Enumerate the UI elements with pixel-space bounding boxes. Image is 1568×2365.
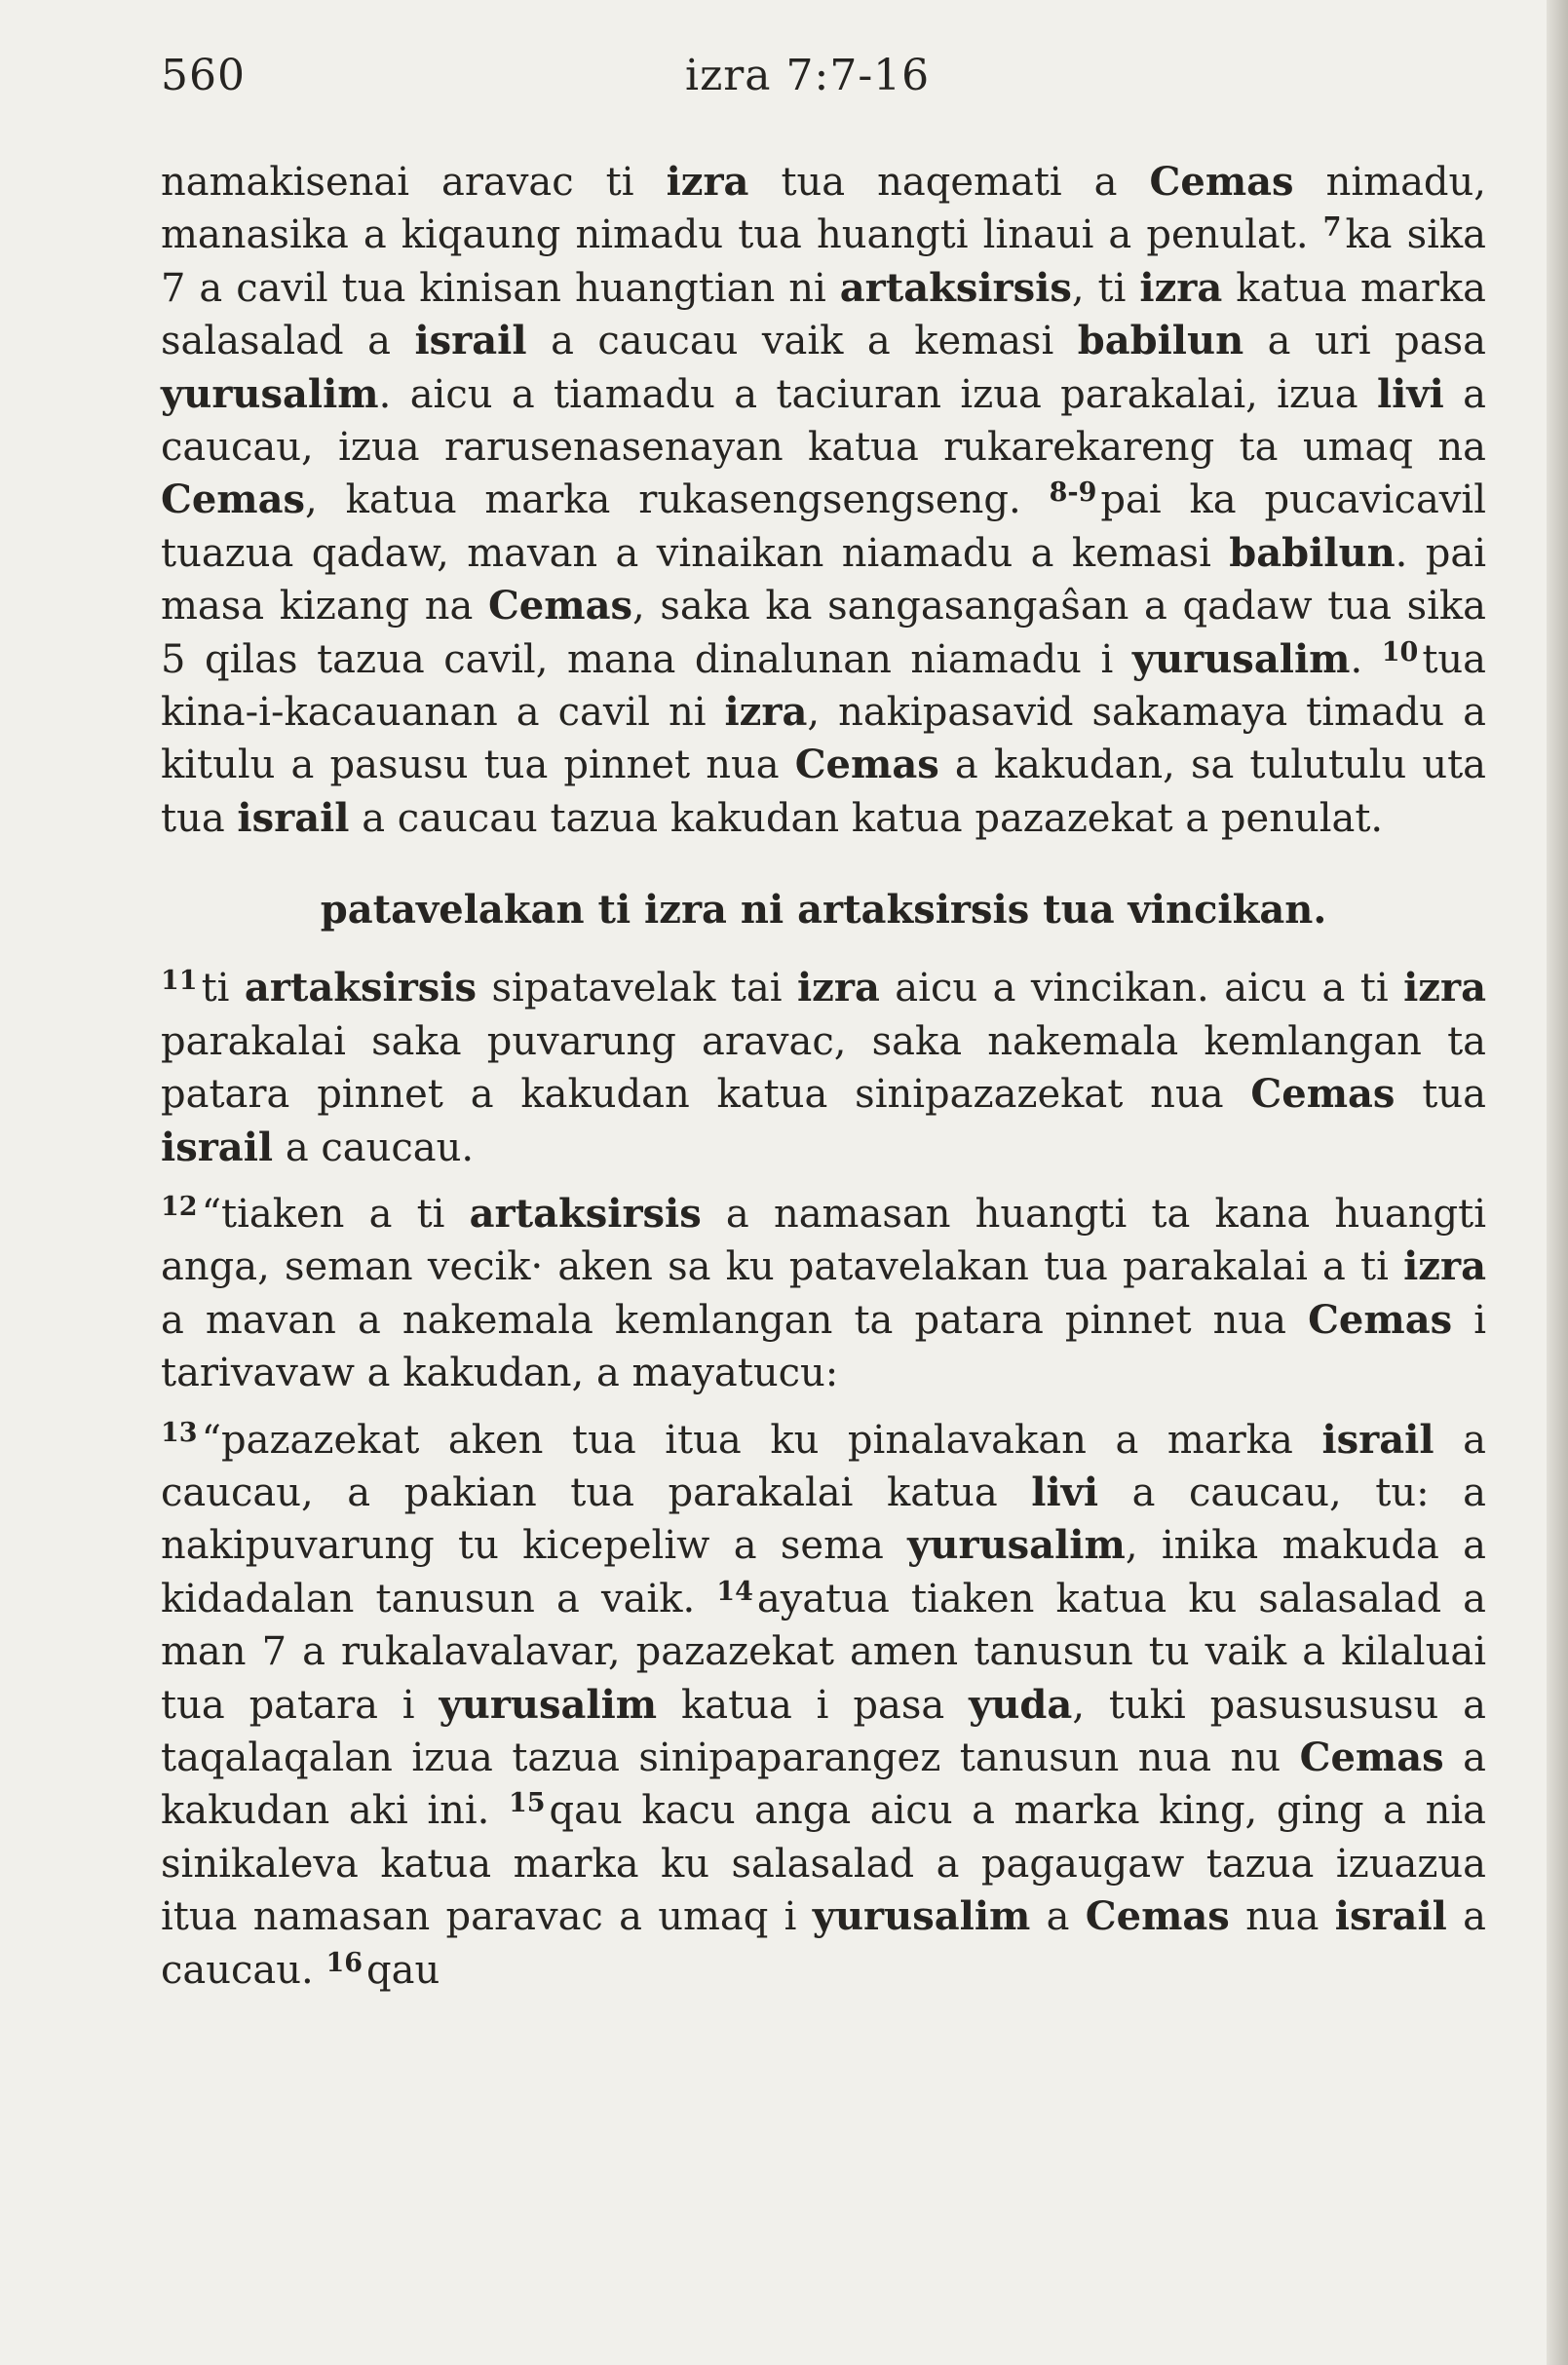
text-run: , inika makuda a kidadalan tanusun a vaik. xyxy=(161,1523,1486,1621)
bold-term: artaksirsis xyxy=(244,965,478,1011)
bold-term: izra xyxy=(796,965,880,1011)
text-run: i tarivavaw a kakudan, a mayatucu: xyxy=(161,1297,1486,1396)
bold-term: Cemas xyxy=(1085,1893,1230,1940)
bold-term: izra xyxy=(1403,965,1487,1011)
text-run: a kakudan, sa tulutulu uta tua xyxy=(161,743,1487,841)
verse-number: 14 xyxy=(716,1576,753,1607)
text-run: . xyxy=(1350,636,1382,682)
bold-term: Cemas xyxy=(1149,159,1294,205)
bold-term: babilun xyxy=(1077,318,1244,364)
text-run: aicu a vincikan. aicu a ti xyxy=(879,966,1404,1011)
verse-number: 11 xyxy=(161,966,198,997)
text-run: . aicu a tiamadu a taciuran izua parakalai, izua xyxy=(378,371,1377,417)
text-run: . pai masa kizang na xyxy=(161,530,1486,629)
text-run: “tiaken a ti xyxy=(201,1191,470,1237)
text-run: a caucau. xyxy=(161,1894,1487,1993)
bold-term: israil xyxy=(161,1124,274,1170)
bold-term: israil xyxy=(414,318,527,364)
text-run: “pazazekat aken tua itua ku pinalavakan a marka xyxy=(201,1417,1322,1463)
bold-term: israil xyxy=(1334,1893,1447,1940)
bold-term: yurusalim xyxy=(812,1893,1031,1940)
bold-term: babilun xyxy=(1229,529,1396,576)
page-edge xyxy=(1547,0,1568,2365)
verse-number: 10 xyxy=(1381,636,1419,668)
text-run: katua i pasa xyxy=(657,1682,970,1728)
text-run: qau kacu anga aicu a marka king, ging a nia sinikaleva katua marka ku salasalad a pagaugaw tazua izuazua itua namasan paravac a umaq i xyxy=(161,1788,1486,1940)
bold-term: israil xyxy=(237,794,350,841)
text-run: tua xyxy=(1395,1072,1486,1118)
bold-term: livi xyxy=(1031,1469,1099,1515)
bold-term: Cemas xyxy=(1250,1071,1396,1118)
paragraph xyxy=(161,1188,1486,1400)
text-run: , ti xyxy=(1071,265,1140,311)
bold-term: artaksirsis xyxy=(839,264,1072,311)
verse-number: 16 xyxy=(325,1947,363,1978)
bold-term: izra xyxy=(1139,264,1223,311)
bold-term: Cemas xyxy=(487,583,632,629)
bold-term: yurusalim xyxy=(1131,635,1351,682)
text-run: , nakipasavid sakamaya timadu a kitulu a pasusu tua pinnet nua xyxy=(161,690,1486,788)
text-run: ka sika 7 a cavil tua kinisan huangtian ni xyxy=(161,212,1486,311)
text-run: a mavan a nakemala kemlangan ta patara pinnet nua xyxy=(161,1297,1309,1343)
text-run: nua xyxy=(1229,1894,1335,1940)
text-run: a caucau. xyxy=(273,1125,475,1170)
text-run: ayatua tiaken katua ku salasalad a man 7 a rukalavalavar, pazazekat amen tanusun tu vaik a kilaluai tua patara i xyxy=(161,1576,1487,1728)
bold-term: israil xyxy=(1321,1416,1434,1463)
bold-term: Cemas xyxy=(161,477,306,523)
text-run: a xyxy=(1030,1894,1086,1940)
bold-term: artaksirsis xyxy=(469,1190,702,1237)
verse-number: 13 xyxy=(161,1417,198,1448)
text-run: a caucau, a pakian tua parakalai katua xyxy=(161,1417,1486,1515)
text-run: pai ka pucavicavil tuazua qadaw, mavan a vinaikan niamadu a kemasi xyxy=(161,477,1486,576)
text-run: namakisenai aravac ti xyxy=(161,160,667,205)
paragraph xyxy=(161,156,1486,845)
section-heading: patavelakan ti izra ni artaksirsis tua vincikan. xyxy=(320,887,1327,934)
paragraph xyxy=(161,1414,1486,1997)
text-run: a caucau vaik a kemasi xyxy=(526,319,1078,364)
text-run: a caucau, izua rarusenasenayan katua rukarekareng ta umaq na xyxy=(161,371,1486,471)
bold-term: yurusalim xyxy=(161,370,379,417)
verse-number: 15 xyxy=(508,1788,546,1819)
text-run: ti xyxy=(201,966,245,1011)
text-run: , tuki pasusususu a taqalaqalan izua tazua sinipaparangez tanusun nua nu xyxy=(161,1682,1487,1780)
bold-term: livi xyxy=(1376,370,1444,417)
text-run: , katua marka rukasengsengseng. xyxy=(305,477,1050,523)
text-run: a namasan huangti ta kana huangti anga, seman vecik· aken sa ku patavelakan tua parakalai a ti xyxy=(161,1191,1486,1290)
text-run: parakalai saka puvarung aravac, saka nakemala kemlangan ta patara pinnet a kakudan katua sinipazazekat nua xyxy=(161,1018,1486,1118)
bold-term: izra xyxy=(666,159,749,205)
page-header xyxy=(161,39,1486,107)
page-body xyxy=(161,156,1486,1997)
bold-term: yuda xyxy=(969,1681,1073,1728)
text-run: , saka ka sangasangaŝan a qadaw tua sika 5 qilas tazua cavil, mana dinalunan niamadu i xyxy=(161,584,1486,682)
text-run: a caucau, tu: a nakipuvarung tu kicepeliw a sema xyxy=(161,1469,1486,1569)
text-run: sipatavelak tai xyxy=(477,966,797,1011)
running-head: izra 7:7-16 xyxy=(685,51,931,100)
bold-term: yurusalim xyxy=(907,1522,1126,1569)
bold-term: Cemas xyxy=(794,742,939,788)
bold-term: Cemas xyxy=(1308,1296,1453,1343)
text-run: nimadu, manasika a kiqaung nimadu tua huangti linaui a penulat. xyxy=(161,160,1486,258)
text-run: qau xyxy=(366,1947,440,1993)
page-number: 560 xyxy=(161,51,246,100)
text-run: tua naqemati a xyxy=(748,160,1150,205)
text-run: a kakudan aki ini. xyxy=(161,1735,1487,1834)
text-run: a caucau tazua kakudan katua pazazekat a penulat. xyxy=(349,795,1384,841)
bold-term: izra xyxy=(724,689,808,736)
verse-number: 12 xyxy=(161,1191,198,1222)
text-run: tua kina-i-kacauanan a cavil ni xyxy=(161,636,1486,736)
verse-number: 7 xyxy=(1322,212,1342,244)
bold-term: izra xyxy=(1403,1243,1486,1290)
bold-term: yurusalim xyxy=(439,1681,658,1728)
bold-term: Cemas xyxy=(1299,1734,1444,1780)
verse-number: 8-9 xyxy=(1049,477,1097,509)
text-run: a uri pasa xyxy=(1243,319,1486,364)
text-run: katua marka salasalad a xyxy=(161,265,1486,364)
paragraph xyxy=(161,962,1486,1174)
